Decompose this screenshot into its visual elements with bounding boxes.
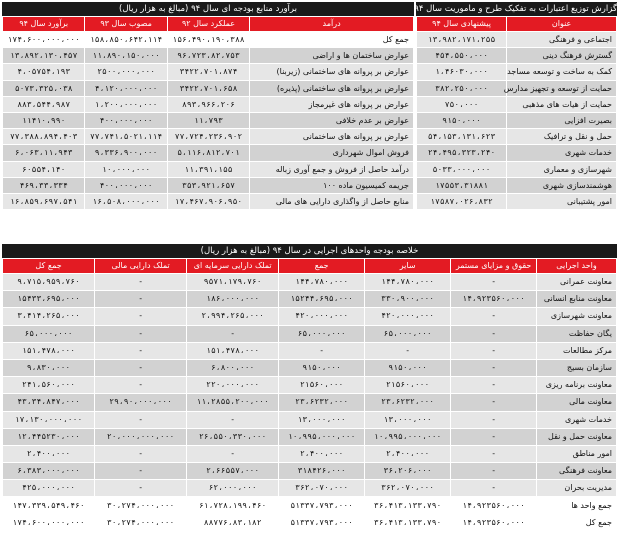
value-cell: ۲،۹۹۴،۲۶۵،۰۰۰ <box>187 308 278 324</box>
value-cell: ۱۴۷،۳۳۹،۵۴۹،۴۶۰ <box>3 497 94 513</box>
value-cell: ۱،۴۶۰۳۰،۰۰۰ <box>417 64 506 79</box>
value-cell: ۶۵،۰۰۰،۰۰۰ <box>3 326 94 342</box>
column-header: جمع <box>279 259 364 273</box>
table-row <box>3 145 413 160</box>
value-cell: - <box>95 480 186 496</box>
value-cell: - <box>95 360 186 376</box>
value-cell: - <box>365 343 450 359</box>
value-cell: ۳۱۸۴۲۶،۰۰۰ <box>279 463 364 479</box>
column-header: عنوان <box>507 17 616 31</box>
table-row <box>3 497 616 513</box>
value-cell: ۱،۲۰۰،۰۰۰،۰۰۰ <box>85 97 166 112</box>
table-row <box>3 343 616 359</box>
value-cell: - <box>451 308 536 324</box>
table-row <box>3 194 413 209</box>
value-cell: - <box>451 377 536 393</box>
table-row <box>3 64 413 79</box>
value-cell: - <box>451 394 536 410</box>
value-cell: ۳۴۲۲،۷۰۱،۶۵۸ <box>168 81 249 96</box>
row-label-cell: خدمات شهری <box>537 412 616 428</box>
value-cell: ۳۰،۲۷۴،۰۰۰،۰۰۰ <box>95 497 186 513</box>
value-cell: ۲۱۵۶۰،۰۰۰ <box>279 377 364 393</box>
value-cell: ۵۱۳۳۷،۷۹۳،۰۰۰ <box>279 497 364 513</box>
value-cell: ۱۷۴،۶۰۰،۰۰۰،۰۰۰ <box>3 32 84 47</box>
value-cell: ۲۳،۶۲۳۲،۰۰۰ <box>365 394 450 410</box>
value-cell: - <box>187 446 278 462</box>
value-cell: - <box>187 326 278 342</box>
row-label-cell: بصیرت افزایی <box>507 113 616 128</box>
table-row <box>3 274 616 290</box>
value-cell: ۱۰،۰۰۰،۰۰۰ <box>85 162 166 177</box>
value-cell: ۹۶،۷۲۳،۸۲،۷۵۳ <box>168 48 249 63</box>
value-cell: - <box>451 343 536 359</box>
value-cell: ۲،۴۰۰،۰۰۰ <box>279 446 364 462</box>
mission-allocation-title: گزارش توزیع اعتبارات به تفکیک طرح و ماموریت سال ۹۴ <box>414 4 617 14</box>
value-cell: ۱۴،۹۲۳۵۶۰،۰۰۰ <box>451 497 536 513</box>
value-cell: ۵۱۳۳۷،۷۹۳،۰۰۰ <box>279 515 364 531</box>
table-row <box>3 129 413 144</box>
column-header: تملک دارایی مالی <box>95 259 186 273</box>
column-header: تملک دارایی سرمایه ای <box>187 259 278 273</box>
value-cell: ۲۴۱،۵۶۰،۰۰۰ <box>3 377 94 393</box>
value-cell: ۹،۳۳۶،۹۰۰،۰۰۰ <box>85 145 166 160</box>
table-header-row <box>3 17 413 31</box>
row-label-cell: خدمات شهری <box>507 145 616 160</box>
value-cell: ۲،۴۰۰،۰۰۰ <box>365 446 450 462</box>
value-cell: ۲۰،۰۰۰،۰۰۰،۰۰۰ <box>95 429 186 445</box>
value-cell: ۱۵۱،۴۷۸،۰۰۰ <box>187 343 278 359</box>
value-cell: ۹،۷۱۵،۹۵۹،۷۶۰ <box>3 274 94 290</box>
table-row <box>3 178 413 193</box>
table-header-row <box>3 259 616 273</box>
value-cell: ۵،۱۱۶،۸۱۲،۷۰۱ <box>168 145 249 160</box>
value-cell: - <box>451 412 536 428</box>
row-label-cell: معاونت برنامه ریزی <box>537 377 616 393</box>
value-cell: ۱۴۴،۷۸۰،۰۰۰ <box>365 274 450 290</box>
value-cell: ۱۸۶،۰۰۰،۰۰۰ <box>187 291 278 307</box>
table-row <box>3 308 616 324</box>
value-cell: ۴۲۰،۰۰۰،۰۰۰ <box>365 308 450 324</box>
value-cell: ۸۸۳،۵۴۴،۹۸۷ <box>3 97 84 112</box>
row-label-cell: شهرسازی و معماری <box>507 162 616 177</box>
value-cell: ۱۷۴،۶۰۰،۰۰۰،۰۰۰ <box>3 515 94 531</box>
value-cell: ۳۵۳،۹۲۱،۶۵۷ <box>168 178 249 193</box>
value-cell: ۷۷،۷۲۴،۲۳۶،۹۰۲ <box>168 129 249 144</box>
value-cell: ۱۱،۳۹۱،۱۵۵ <box>168 162 249 177</box>
table-row <box>3 429 616 445</box>
table-row <box>417 129 616 144</box>
revenue-sources-panel <box>2 2 414 210</box>
value-cell: ۴۲۰،۰۰۰،۰۰۰ <box>279 308 364 324</box>
value-cell: - <box>451 274 536 290</box>
value-cell: ۱۵۴۳۳،۶۹۵،۰۰۰ <box>3 291 94 307</box>
value-cell: ۴،۱۲۰،۰۰۰،۰۰۰ <box>85 81 166 96</box>
value-cell: ۴۵۴،۵۵۰،۰۰۰ <box>417 48 506 63</box>
value-cell: ۲۵۰۰،۰۰۰،۰۰۰ <box>85 64 166 79</box>
value-cell: - <box>451 480 536 496</box>
column-header: حقوق و مزایای مستمر <box>451 259 536 273</box>
table-row <box>417 97 616 112</box>
table-row <box>3 394 616 410</box>
value-cell: ۸۹۳،۹۶۶،۲۰۶ <box>168 97 249 112</box>
row-label-cell: معاونت منابع انسانی <box>537 291 616 307</box>
value-cell: - <box>451 360 536 376</box>
value-cell: ۲۴،۴۹۵،۳۲۳،۲۴۰ <box>417 145 506 160</box>
value-cell: ۱۱،۸۹۰،۱۵۰،۰۰۰ <box>85 48 166 63</box>
row-label-cell: معاونت فرهنگی <box>537 463 616 479</box>
row-label-cell: گسترش فرهنگ دینی <box>507 48 616 63</box>
value-cell: ۱۰،۹۹۵،۰۰۰،۰۰۰ <box>365 429 450 445</box>
unit-budget-title: خلاصه بودجه واحدهای اجرایی در سال ۹۴ (مبالغ به هزار ریال) <box>2 244 617 258</box>
value-cell: ۹۱۵۰،۰۰۰ <box>417 113 506 128</box>
row-label-cell: عوارض بر پروانه های ساختمانی (زیربنا) <box>250 64 413 79</box>
value-cell: ۳۶۲،۰۷۰،۰۰۰ <box>365 480 450 496</box>
row-label-cell: امور مناطق <box>537 446 616 462</box>
row-label-cell: فروش اموال شهرداری <box>250 145 413 160</box>
value-cell: ۸۸۷۷۶،۸۳،۱۸۲ <box>187 515 278 531</box>
row-label-cell: عوارض بر پروانه های ساختمانی (پذیره) <box>250 81 413 96</box>
table-row <box>3 48 413 63</box>
column-header: درآمد <box>250 17 413 31</box>
value-cell: ۶۵،۰۰۰،۰۰۰ <box>279 326 364 342</box>
value-cell: ۶۱،۷۲۸،۱۹۹،۴۶۰ <box>187 497 278 513</box>
table-row <box>417 64 616 79</box>
value-cell: ۵۰۷۳،۳۲۵،۰۳۸ <box>3 81 84 96</box>
table-row <box>417 81 616 96</box>
value-cell: ۲،۶۶۵۵۷،۰۰۰ <box>187 463 278 479</box>
value-cell: ۶۵،۰۰۰،۰۰۰ <box>365 326 450 342</box>
value-cell: ۱۴۴،۷۸۰،۰۰۰ <box>279 274 364 290</box>
value-cell: - <box>95 274 186 290</box>
value-cell: ۶۰۵۵۴،۱۴۰ <box>3 162 84 177</box>
row-label-cell: معاونت شهرسازی <box>537 308 616 324</box>
value-cell: ۷۵۰،۰۰۰ <box>417 97 506 112</box>
value-cell: ۱۳،۸۹۲،۱۳۰،۴۵۷ <box>3 48 84 63</box>
value-cell: - <box>95 412 186 428</box>
row-label-cell: جریمه کمیسیون ماده ۱۰۰ <box>250 178 413 193</box>
column-header: واحد اجرایی <box>537 259 616 273</box>
value-cell: ۱۵۸،۸۵۰،۶۴۲،۱۱۴ <box>85 32 166 47</box>
value-cell: ۱۱۴۱۰،۹۹۰ <box>3 113 84 128</box>
value-cell: ۴۳،۳۴،۸۴۷،۰۰۰ <box>3 394 94 410</box>
row-label-cell: عوارض ساختمان ها و اراضی <box>250 48 413 63</box>
table-row <box>3 81 413 96</box>
value-cell: ۳۰،۲۷۴،۰۰۰،۰۰۰ <box>95 515 186 531</box>
row-label-cell: معاونت مالی <box>537 394 616 410</box>
row-label-cell: عوارض بر عدم خلافی <box>250 113 413 128</box>
value-cell: ۳۴۲۲،۷۰۱،۸۷۴ <box>168 64 249 79</box>
value-cell: ۲۳،۶۲۳۲،۰۰۰ <box>279 394 364 410</box>
table-row <box>3 412 616 428</box>
value-cell: ۲۱۵۶۰،۰۰۰ <box>365 377 450 393</box>
value-cell: ۱۱،۲۸۵۵،۲۰۰،۰۰۰ <box>187 394 278 410</box>
value-cell: ۷۷،۳۸۸،۸۹۴،۴۰۳ <box>3 129 84 144</box>
value-cell: - <box>451 429 536 445</box>
table-row <box>3 480 616 496</box>
table-row <box>417 113 616 128</box>
value-cell: ۴،۰۵۷۵۴،۱۹۳ <box>3 64 84 79</box>
value-cell: ۱۱،۷۹۳ <box>168 113 249 128</box>
value-cell: ۱۷۵۸۷،۰۲۶،۸۳۲ <box>417 194 506 209</box>
row-label-cell: کمک به ساخت و توسعه مساجد <box>507 64 616 79</box>
row-label-cell: عوارض بر پروانه های ساختمانی <box>250 129 413 144</box>
row-label-cell: عوارض بر پروانه های غیرمجاز <box>250 97 413 112</box>
value-cell: - <box>279 343 364 359</box>
value-cell: ۴۲۵،۰۰۰،۰۰۰ <box>3 480 94 496</box>
value-cell: - <box>95 326 186 342</box>
column-header: عملکرد سال ۹۲ <box>168 17 249 31</box>
value-cell: - <box>95 343 186 359</box>
value-cell: ۱۴،۹۲۳۵۶۰،۰۰۰ <box>451 515 536 531</box>
value-cell: - <box>451 463 536 479</box>
value-cell: ۳۸۲،۲۵۰،۰۰۰ <box>417 81 506 96</box>
row-label-cell: جمع کل <box>250 32 413 47</box>
table-row <box>3 162 413 177</box>
row-label-cell: حمایت از توسعه و تجهیز مدارس <box>507 81 616 96</box>
value-cell: ۱۵۱،۴۷۸،۰۰۰ <box>3 343 94 359</box>
value-cell: ۱۵۲۴۴،۶۹۵،۰۰۰ <box>279 291 364 307</box>
value-cell: ۶۲،۰۰۰،۰۰۰ <box>187 480 278 496</box>
value-cell: ۳،۴۱۴،۲۶۵،۰۰۰ <box>3 308 94 324</box>
table-header-row <box>417 17 616 31</box>
table-row <box>417 194 616 209</box>
table-row <box>3 515 616 531</box>
value-cell: ۳۳۰،۹۰۰،۰۰۰ <box>365 291 450 307</box>
revenue-sources-table <box>2 16 414 210</box>
value-cell: ۱۰،۹۹۵،۰۰۰،۰۰۰ <box>279 429 364 445</box>
row-label-cell: مرکز مطالعات <box>537 343 616 359</box>
column-header: سایر <box>365 259 450 273</box>
value-cell: ۵۰۳۳،۰۰۰،۰۰۰ <box>417 162 506 177</box>
value-cell: ۳۶،۴۱۳،۱۳۳،۷۹۰ <box>365 515 450 531</box>
table-row <box>3 360 616 376</box>
row-label-cell: امور پشتیبانی <box>507 194 616 209</box>
column-header: برآورد سال ۹۴ <box>3 17 84 31</box>
revenue-sources-title: برآورد منابع بودجه ای سال ۹۴ (مبالغ به هزار ریال) <box>2 2 414 16</box>
value-cell: ۱۶،۵۰۸،۰۰۰،۰۰۰ <box>85 194 166 209</box>
value-cell: ۶،۸۰۰،۰۰۰ <box>187 360 278 376</box>
row-label-cell: معاونت حمل و نقل <box>537 429 616 445</box>
table-row <box>3 326 616 342</box>
mission-allocation-table <box>416 16 617 210</box>
value-cell: - <box>451 446 536 462</box>
table-row <box>417 178 616 193</box>
value-cell: ۹۱۵۰،۰۰۰ <box>279 360 364 376</box>
row-label-cell: مدیریت بحران <box>537 480 616 496</box>
value-cell: ۱۷،۱۳۰،۰۰۰،۰۰۰ <box>3 412 94 428</box>
table-row <box>3 377 616 393</box>
column-header: مصوب سال ۹۳ <box>85 17 166 31</box>
value-cell: ۹۱۵۰،۰۰۰ <box>365 360 450 376</box>
value-cell: - <box>95 291 186 307</box>
value-cell: ۹۵۷۱،۱۷۹،۷۶۰ <box>187 274 278 290</box>
value-cell: - <box>95 446 186 462</box>
table-row <box>3 463 616 479</box>
value-cell: ۹،۸۳۰،۰۰۰ <box>3 360 94 376</box>
row-label-cell: سازمان بسیج <box>537 360 616 376</box>
value-cell: ۶،۳۸۳،۰۰۰،۰۰۰ <box>3 463 94 479</box>
value-cell: - <box>95 463 186 479</box>
row-label-cell: جمع واحد ها <box>537 497 616 513</box>
row-label-cell: حمل و نقل و ترافیک <box>507 129 616 144</box>
row-label-cell: حمایت از هیات های مذهبی <box>507 97 616 112</box>
value-cell: ۲،۴۰۰،۰۰۰ <box>3 446 94 462</box>
table-row <box>417 32 616 47</box>
row-label-cell: یگان حفاظت <box>537 326 616 342</box>
row-label-cell: درآمد حاصل از فروش و جمع آوری زباله <box>250 162 413 177</box>
value-cell: ۱۶،۸۵۹،۶۹۷،۵۴۱ <box>3 194 84 209</box>
value-cell: ۳۶۲،۰۷۰،۰۰۰ <box>279 480 364 496</box>
value-cell: ۷۷،۷۴۱،۵۰۲۱،۱۱۴ <box>85 129 166 144</box>
column-header: پیشنهادی سال ۹۴ <box>417 17 506 31</box>
table-row <box>3 113 413 128</box>
value-cell: ۳۶،۴۱۳،۱۳۳،۷۹۰ <box>365 497 450 513</box>
table-row <box>417 145 616 160</box>
row-label-cell: منابع حاصل از واگذاری دارایی های مالی <box>250 194 413 209</box>
value-cell: ۱۳،۰۰۰،۰۰۰ <box>365 412 450 428</box>
value-cell: ۱۲،۴۴۵۲۳۰،۰۰۰ <box>3 429 94 445</box>
value-cell: ۴۰۰،۰۰۰،۰۰۰ <box>85 113 166 128</box>
value-cell: - <box>187 412 278 428</box>
value-cell: ۱۳،۰۰۰،۰۰۰ <box>279 412 364 428</box>
table-row <box>3 32 413 47</box>
table-row <box>417 162 616 177</box>
unit-budget-panel <box>2 244 617 532</box>
value-cell: ۲۶،۵۵۰،۳۳۰،۰۰۰ <box>187 429 278 445</box>
table-row <box>3 97 413 112</box>
table-row <box>3 446 616 462</box>
value-cell: ۱۳،۹۸۲،۱۷۱،۲۵۵ <box>417 32 506 47</box>
value-cell: ۳۶،۲۰۶،۰۰۰ <box>365 463 450 479</box>
row-label-cell: اجتماعی و فرهنگی <box>507 32 616 47</box>
column-header: جمع کل <box>3 259 94 273</box>
value-cell: ۱۴،۹۲۳۵۶۰،۰۰۰ <box>451 291 536 307</box>
mission-allocation-panel <box>416 2 617 210</box>
value-cell: ۱۷،۴۶۷،۹۰۶،۹۵۰ <box>168 194 249 209</box>
value-cell: ۱۷۵۵۳،۳۱۸۸۱ <box>417 178 506 193</box>
value-cell: ۵۴،۱۵۳،۱۳۱،۶۲۳ <box>417 129 506 144</box>
value-cell: - <box>95 308 186 324</box>
value-cell: ۶،۰۶۳،۱۱،۹۴۳ <box>3 145 84 160</box>
row-label-cell: معاونت عمرانی <box>537 274 616 290</box>
unit-budget-table <box>2 258 617 532</box>
value-cell: ۴۰۰،۰۰۰،۰۰۰ <box>85 178 166 193</box>
value-cell: - <box>95 377 186 393</box>
value-cell: ۲۲۰،۰۰۰،۰۰۰ <box>187 377 278 393</box>
value-cell: ۲۹،۹۰،۰۰۰،۰۰۰ <box>95 394 186 410</box>
table-row <box>417 48 616 63</box>
value-cell: ۴۶۹،۳۳،۳۳۴ <box>3 178 84 193</box>
table-row <box>3 291 616 307</box>
row-label-cell: هوشمندسازی شهری <box>507 178 616 193</box>
value-cell: - <box>451 326 536 342</box>
value-cell: ۱۵۶،۴۹۰،۱۹۰،۳۸۸ <box>168 32 249 47</box>
row-label-cell: جمع کل <box>537 515 616 531</box>
